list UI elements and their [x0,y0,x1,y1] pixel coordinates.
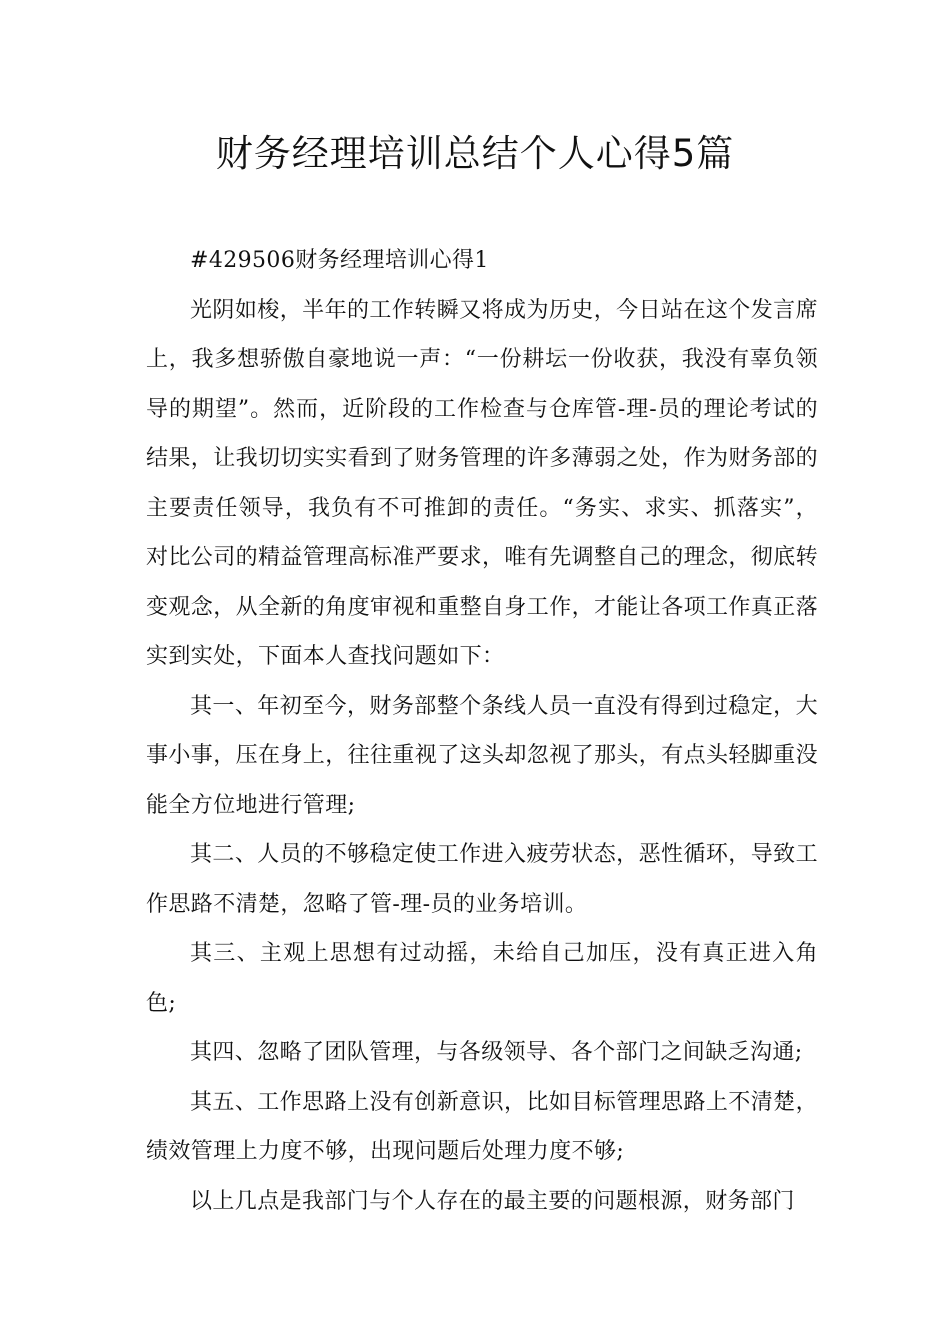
section-heading: #429506财务经理培训心得1 [190,248,489,273]
paragraph-intro: 光阴如梭，半年的工作转瞬又将成为历史，今日站在这个发言席上，我多想骄傲自豪地说一声：“一份耕坛一份收获，我没有辜负领导的期望”。然而，近阶段的工作检查与仓库管-理-员的理论考试的结果，让我切切实实看到了财务管理的许多薄弱之处，作为财务部的主要责任领导，我负有不可推卸的责任。“务实、求实、抓落实”，对比公司的精益管理高标准严要求，唯有先调整自己的理念，彻底转变观念，从全新的角度审视和重整自身工作，才能让各项工作真正落实到实处，下面本人查找问题如下： [146,297,819,669]
paragraph-issue-2: 其二、人员的不够稳定使工作进入疲劳状态，恶性循环，导致工作思路不清楚，忽略了管-理-员的业务培训。 [146,842,818,917]
paragraph-issue-4: 其四、忽略了团队管理，与各级领导、各个部门之间缺乏沟通; [190,1040,803,1065]
paragraph-issue-1: 其一、年初至今，财务部整个条线人员一直没有得到过稳定，大事小事，压在身上，往往重视了这头却忽视了那头，有点头轻脚重没能全方位地进行管理; [146,693,819,818]
paragraph-issue-5: 其五、工作思路上没有创新意识，比如目标管理思路上不清楚，绩效管理上力度不够，出现问题后处理力度不够; [146,1089,818,1164]
document-body [146,236,818,1226]
paragraph-conclusion: 以上几点是我部门与个人存在的最主要的问题根源，财务部门 [190,1188,795,1214]
paragraph-issue-3: 其三、主观上思想有过动摇，未给自己加压，没有真正进入角色; [146,941,818,1016]
document-title: 财务经理培训总结个人心得5篇 [215,132,735,175]
